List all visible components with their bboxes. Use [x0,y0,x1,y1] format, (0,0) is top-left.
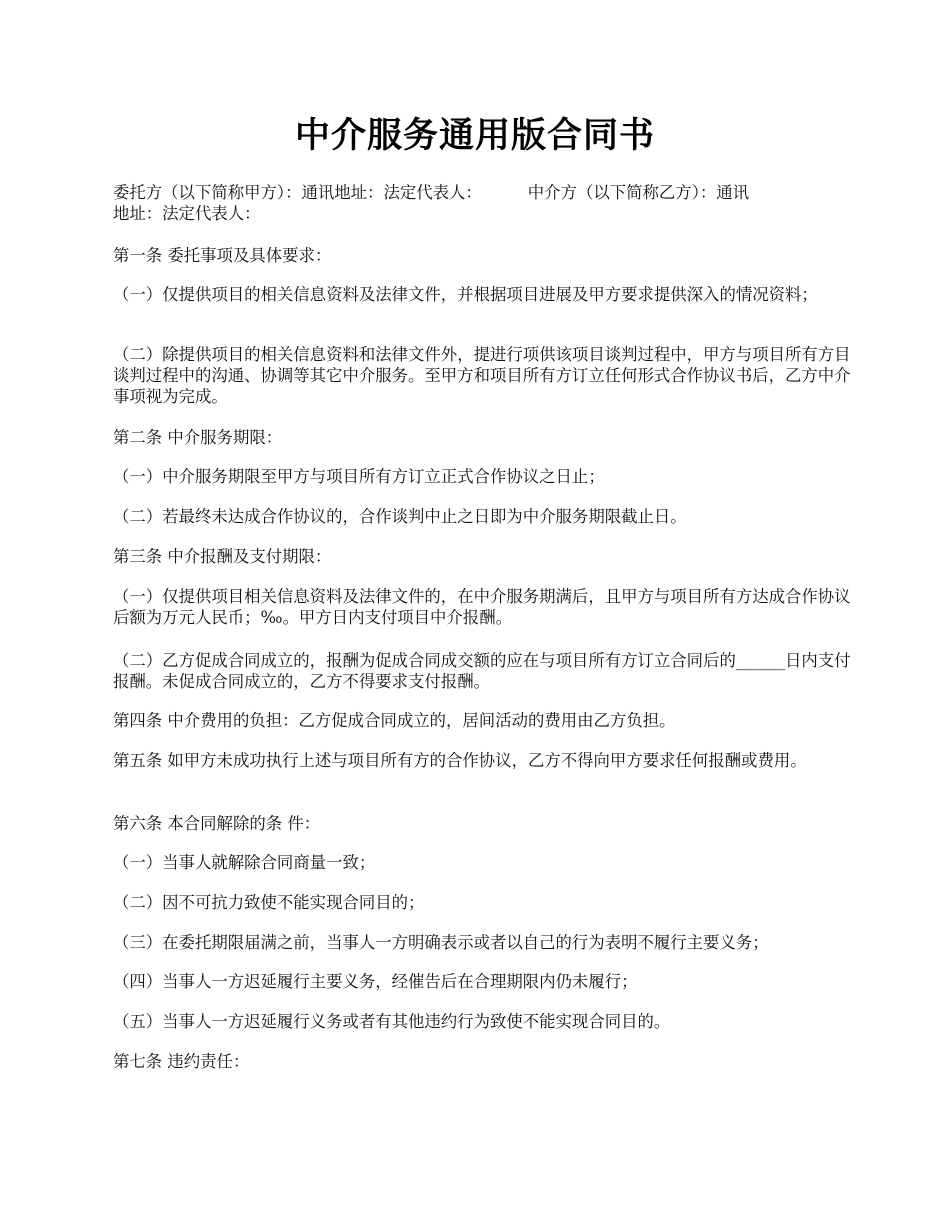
article-6-item-4: （四）当事人一方迟延履行主要义务，经催告后在合理期限内仍未履行； [113,972,638,991]
document-title: 中介服务通用版合同书 [294,116,655,156]
article-7-heading: 第七条 违约责任： [113,1052,250,1071]
article-6-item-3: （三）在委托期限届满之前，当事人一方明确表示或者以自己的行为表明不履行主要义务； [113,933,769,952]
article-1-heading: 第一条 委托事项及具体要求： [113,246,332,265]
party-b-text-continued: 地址：法定代表人： [113,204,261,223]
article-3-heading: 第三条 中介报酬及支付期限： [113,547,332,566]
article-4: 第四条 中介费用的负担：乙方促成合同成立的，居间活动的费用由乙方负担。 [113,711,676,730]
party-a-text: 委托方（以下简称甲方）：通讯地址：法定代表人： [113,183,482,202]
article-3-item-1: （一）仅提供项目相关信息资料及法律文件的，在中介服务期满后，且甲方与项目所有方达成合作协议后额为万元人民币；‰。甲方日内支付项目中介报酬。 [113,587,851,627]
article-2-item-1: （一）中介服务期限至甲方与项目所有方订立正式合作协议之日止； [113,467,605,486]
party-b-text: 中介方（以下简称乙方）：通讯 [527,183,750,202]
article-1-item-1: （一）仅提供项目的相关信息资料及法律文件，并根据项目进展及甲方要求提供深入的情况资料； [113,285,818,304]
article-2-item-2: （二）若最终未达成合作协议的，合作谈判中止之日即为中介服务期限截止日。 [113,507,687,526]
article-5: 第五条 如甲方未成功执行上述与项目所有方的合作协议，乙方不得向甲方要求任何报酬或费用。 [113,751,807,770]
article-6-item-2: （二）因不可抗力致使不能实现合同目的； [113,893,425,912]
article-6-heading: 第六条 本合同解除的条 件： [113,814,321,833]
article-3-item-2: （二）乙方促成合同成立的，报酬为促成合同成交额的应在与项目所有方订立合同后的______日内支付报酬。未促成合同成立的，乙方不得要求支付报酬。 [113,651,851,691]
article-6-item-1: （一）当事人就解除合同商量一致； [113,853,376,872]
article-1-item-2: （二）除提供项目的相关信息资料和法律文件外，提进行项供该项目谈判过程中，甲方与项目所有方目谈判过程中的沟通、协调等其它中介服务。至甲方和项目所有方订立任何形式合作协议书后，乙方中介事项视为完成。 [113,345,851,406]
parties-paragraph [113,182,853,224]
article-6-item-5: （五）当事人一方迟延履行义务或者有其他违约行为致使不能实现合同目的。 [113,1012,671,1031]
article-2-heading: 第二条 中介服务期限： [113,428,283,447]
